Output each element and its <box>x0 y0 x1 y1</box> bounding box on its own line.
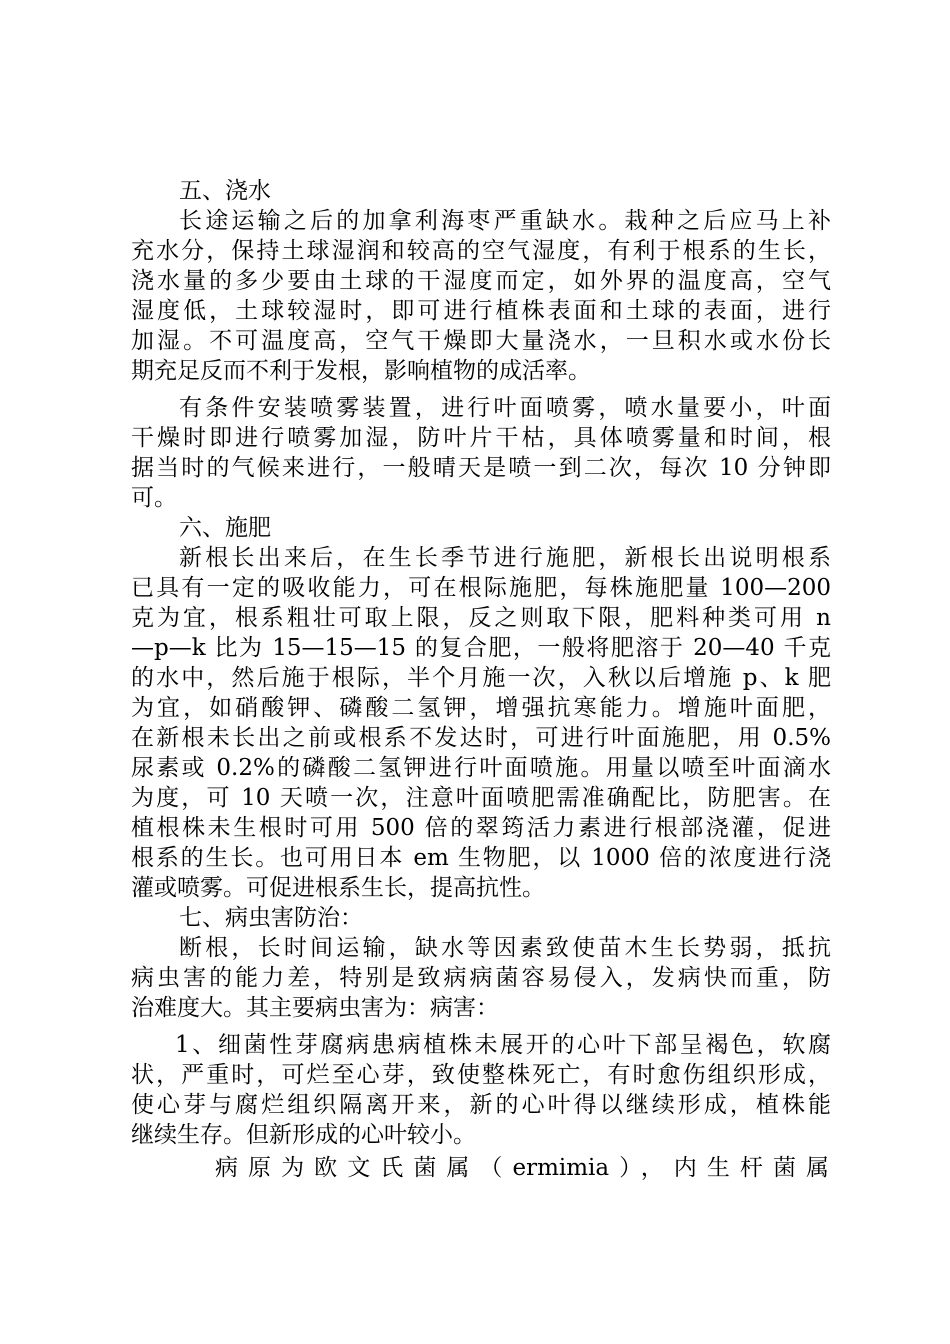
paragraph-line: 在新根未长出之前或根系不发达时，可进行叶面施肥，用 0.5% <box>131 725 831 751</box>
paragraph-line: 浇水量的多少要由土球的干湿度而定，如外界的温度高，空气 <box>131 268 831 294</box>
paragraph-line: 的水中，然后施于根际，半个月施一次，入秋以后增施 p、k 肥 <box>131 665 831 691</box>
section-heading-pest-control: 七、病虫害防治： <box>179 905 363 931</box>
paragraph-line: 期充足反而不利于发根，影响植物的成活率。 <box>131 358 591 384</box>
paragraph-line: 加湿。不可温度高，空气干燥即大量浇水，一旦积水或水份长 <box>131 328 831 354</box>
paragraph-line: —p—k 比为 15—15—15 的复合肥，一般将肥溶于 20—40 千克 <box>131 635 831 661</box>
paragraph-line: 干燥时即进行喷雾加湿，防叶片干枯，具体喷雾量和时间，根 <box>131 425 831 451</box>
paragraph-line: 灌或喷雾。可促进根系生长，提高抗性。 <box>131 875 545 901</box>
paragraph-line: 长途运输之后的加拿利海枣严重缺水。栽种之后应马上补 <box>179 208 831 234</box>
paragraph-line: 湿度低，土球较湿时，即可进行植株表面和土球的表面，进行 <box>131 298 831 324</box>
paragraph-line: 治难度大。其主要病虫害为：病害： <box>131 995 499 1021</box>
paragraph-line: 尿素或 0.2%的磷酸二氢钾进行叶面喷施。用量以喷至叶面滴水 <box>131 755 831 781</box>
paragraph-line: 1、细菌性芽腐病患病植株未展开的心叶下部呈褐色，软腐 <box>175 1032 831 1058</box>
section-heading-watering: 五、浇水 <box>179 178 271 204</box>
paragraph-line: 病原为欧文氏菌属（ermimia），内生杆菌属 <box>215 1155 829 1181</box>
paragraph-line: 为度，可 10 天喷一次，注意叶面喷肥需准确配比，防肥害。在 <box>131 785 831 811</box>
paragraph-line: 为宜，如硝酸钾、磷酸二氢钾，增强抗寒能力。增施叶面肥， <box>131 695 831 721</box>
paragraph-line: 已具有一定的吸收能力，可在根际施肥，每株施肥量 100—200 <box>131 575 831 601</box>
paragraph-line: 可。 <box>131 485 177 511</box>
paragraph-line: 断根，长时间运输，缺水等因素致使苗木生长势弱，抵抗 <box>179 935 831 961</box>
paragraph-line: 继续生存。但新形成的心叶较小。 <box>131 1122 476 1148</box>
paragraph-line: 充水分，保持土球湿润和较高的空气湿度，有利于根系的生长， <box>131 238 831 264</box>
paragraph-line: 使心芽与腐烂组织隔离开来，新的心叶得以继续形成，植株能 <box>131 1092 831 1118</box>
paragraph-line: 据当时的气候来进行，一般晴天是喷一到二次，每次 10 分钟即 <box>131 455 831 481</box>
paragraph-line: 植根株未生根时可用 500 倍的翠筠活力素进行根部浇灌，促进 <box>131 815 831 841</box>
paragraph-line: 根系的生长。也可用日本 em 生物肥，以 1000 倍的浓度进行浇 <box>131 845 831 871</box>
paragraph-line: 状，严重时，可烂至心芽，致使整株死亡，有时愈伤组织形成， <box>131 1062 831 1088</box>
paragraph-line: 克为宜，根系粗壮可取上限，反之则取下限，肥料种类可用 n <box>131 605 831 631</box>
paragraph-line: 新根长出来后，在生长季节进行施肥，新根长出说明根系 <box>179 545 831 571</box>
section-heading-fertilizing: 六、施肥 <box>179 515 271 541</box>
paragraph-line: 有条件安装喷雾装置，进行叶面喷雾，喷水量要小，叶面 <box>179 395 831 421</box>
paragraph-line: 病虫害的能力差，特别是致病病菌容易侵入，发病快而重，防 <box>131 965 831 991</box>
